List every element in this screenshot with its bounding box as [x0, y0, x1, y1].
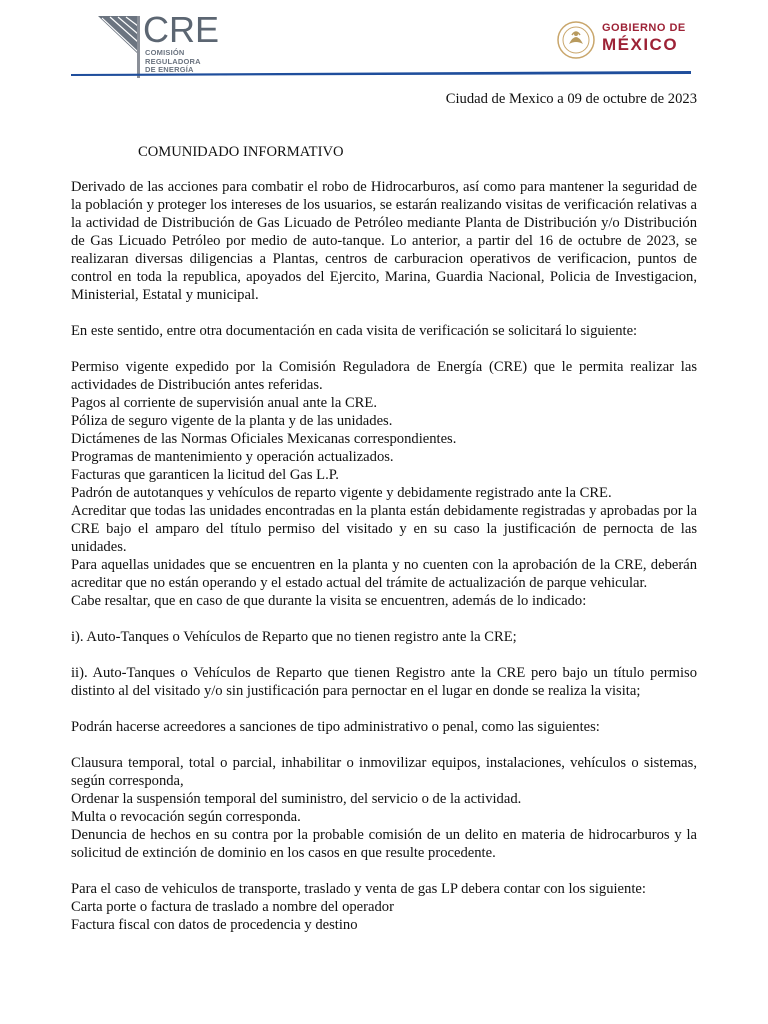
document-heading: COMUNIDADO INFORMATIVO — [138, 144, 344, 160]
case-i: i). Auto-Tanques o Vehículos de Reparto que no tienen registro ante la CRE; — [71, 629, 517, 645]
sanction-item: Clausura temporal, total o parcial, inhabilitar o inmovilizar equipos, instalaciones, vehículos o sistemas, según corresponda, — [71, 755, 697, 789]
cre-subtitle-line: REGULADORA — [145, 56, 201, 66]
gobierno-de-mexico-logo — [556, 18, 696, 62]
spacer — [71, 610, 697, 628]
sanction-item: Ordenar la suspensión temporal del suministro, del servicio o de la actividad. — [71, 791, 522, 807]
cre-divider — [137, 16, 140, 78]
request-intro: En este sentido, entre otra documentación en cada visita de verificación se solicitará lo siguiente: — [71, 323, 638, 339]
requirement-item: Padrón de autotanques y vehículos de reparto vigente y debidamente registrado ante la CRE. — [71, 485, 612, 501]
spacer — [71, 340, 697, 358]
cre-logo — [98, 9, 220, 78]
sanctions-intro: Podrán hacerse acreedores a sanciones de tipo administrativo o penal, como las siguientes: — [71, 719, 600, 735]
letterhead — [0, 0, 768, 82]
transport-item: Carta porte o factura de traslado a nombre del operador — [71, 899, 394, 915]
cre-emblem-icon — [98, 16, 140, 56]
requirement-item: Para aquellas unidades que se encuentren en la planta y no cuenten con la aprobación de la CRE, deberán acreditar que no están operando y el estado actual del trámite de actualización de parque vehicular. — [71, 557, 697, 591]
national-seal-icon — [556, 20, 596, 60]
spacer — [71, 646, 697, 664]
transport-list — [71, 898, 697, 934]
sanction-item: Denuncia de hechos en su contra por la probable comisión de un delito en materia de hidrocarburos y la solicitud de extinción de dominio en los casos en que resulte procedente. — [71, 827, 697, 861]
requirement-item: Programas de mantenimiento y operación actualizados. — [71, 449, 394, 465]
spacer — [71, 736, 697, 754]
cre-subtitle-line: COMISIÓN — [145, 48, 185, 57]
sanction-item: Multa o revocación según corresponda. — [71, 809, 301, 825]
transport-item: Factura fiscal con datos de procedencia y destino — [71, 917, 358, 933]
spacer — [71, 304, 697, 322]
document-date: Ciudad de Mexico a 09 de octubre de 2023 — [445, 91, 697, 107]
spacer — [71, 862, 697, 880]
requirement-item: Acreditar que todas las unidades encontradas en la planta están debidamente registradas y aprobadas por la CRE bajo el amparo del título permiso del visitado y en su caso la justificación de pernocta de las unidades. — [71, 503, 697, 555]
case-ii: ii). Auto-Tanques o Vehículos de Reparto que tienen Registro ante la CRE pero bajo un título permiso distinto al del visitado y/o sin justificación para pernoctar en el lugar en donde se realiza la visita; — [71, 665, 697, 699]
requirement-item: Permiso vigente expedido por la Comisión Reguladora de Energía (CRE) que le permita realizar las actividades de Distribución antes referidas. — [71, 359, 697, 393]
intro-paragraph: Derivado de las acciones para combatir el robo de Hidrocarburos, así como para mantener la seguridad de la población y proteger los intereses de los usuarios, se estarán realizando visitas de verificación relativas a la actividad de Distribución de Gas Licuado de Petróleo mediante Planta de Distribución y/o Distribución de Gas Licuado Petróleo por medio de auto-tanque. Lo anterior, a partir del 16 de octubre de 2023, se realizaran diversas diligencias a Plantas, centros de carburacion operativos de verificacion, puntos de control en toda la republica, apoyados del Ejercito, Marina, Guardia Nacional, Policia de Investigacion, Ministerial, Estatal y municipal. — [71, 179, 697, 303]
gob-line-2: MÉXICO — [602, 35, 679, 54]
spacer — [71, 700, 697, 718]
requirement-item: Pagos al corriente de supervisión anual ante la CRE. — [71, 395, 377, 411]
header-rule — [71, 71, 691, 76]
requirements-list — [71, 358, 697, 610]
sanctions-list — [71, 754, 697, 862]
gob-line-1: GOBIERNO DE — [602, 22, 686, 34]
gobierno-de-mexico-wordmark — [602, 22, 686, 55]
cre-subtitle-line: DE ENERGÍA — [145, 65, 194, 74]
requirement-item: Facturas que garanticen la licitud del Gas L.P. — [71, 467, 339, 483]
document-body — [71, 90, 697, 934]
requirement-item: Póliza de seguro vigente de la planta y de las unidades. — [71, 413, 393, 429]
transport-intro: Para el caso de vehiculos de transporte, traslado y venta de gas LP debera contar con los siguiente: — [71, 881, 646, 897]
requirement-item: Cabe resaltar, que en caso de que durante la visita se encuentren, además de lo indicado: — [71, 593, 587, 609]
cre-wordmark: CRE — [143, 9, 220, 50]
requirement-item: Dictámenes de las Normas Oficiales Mexicanas correspondientes. — [71, 431, 457, 447]
